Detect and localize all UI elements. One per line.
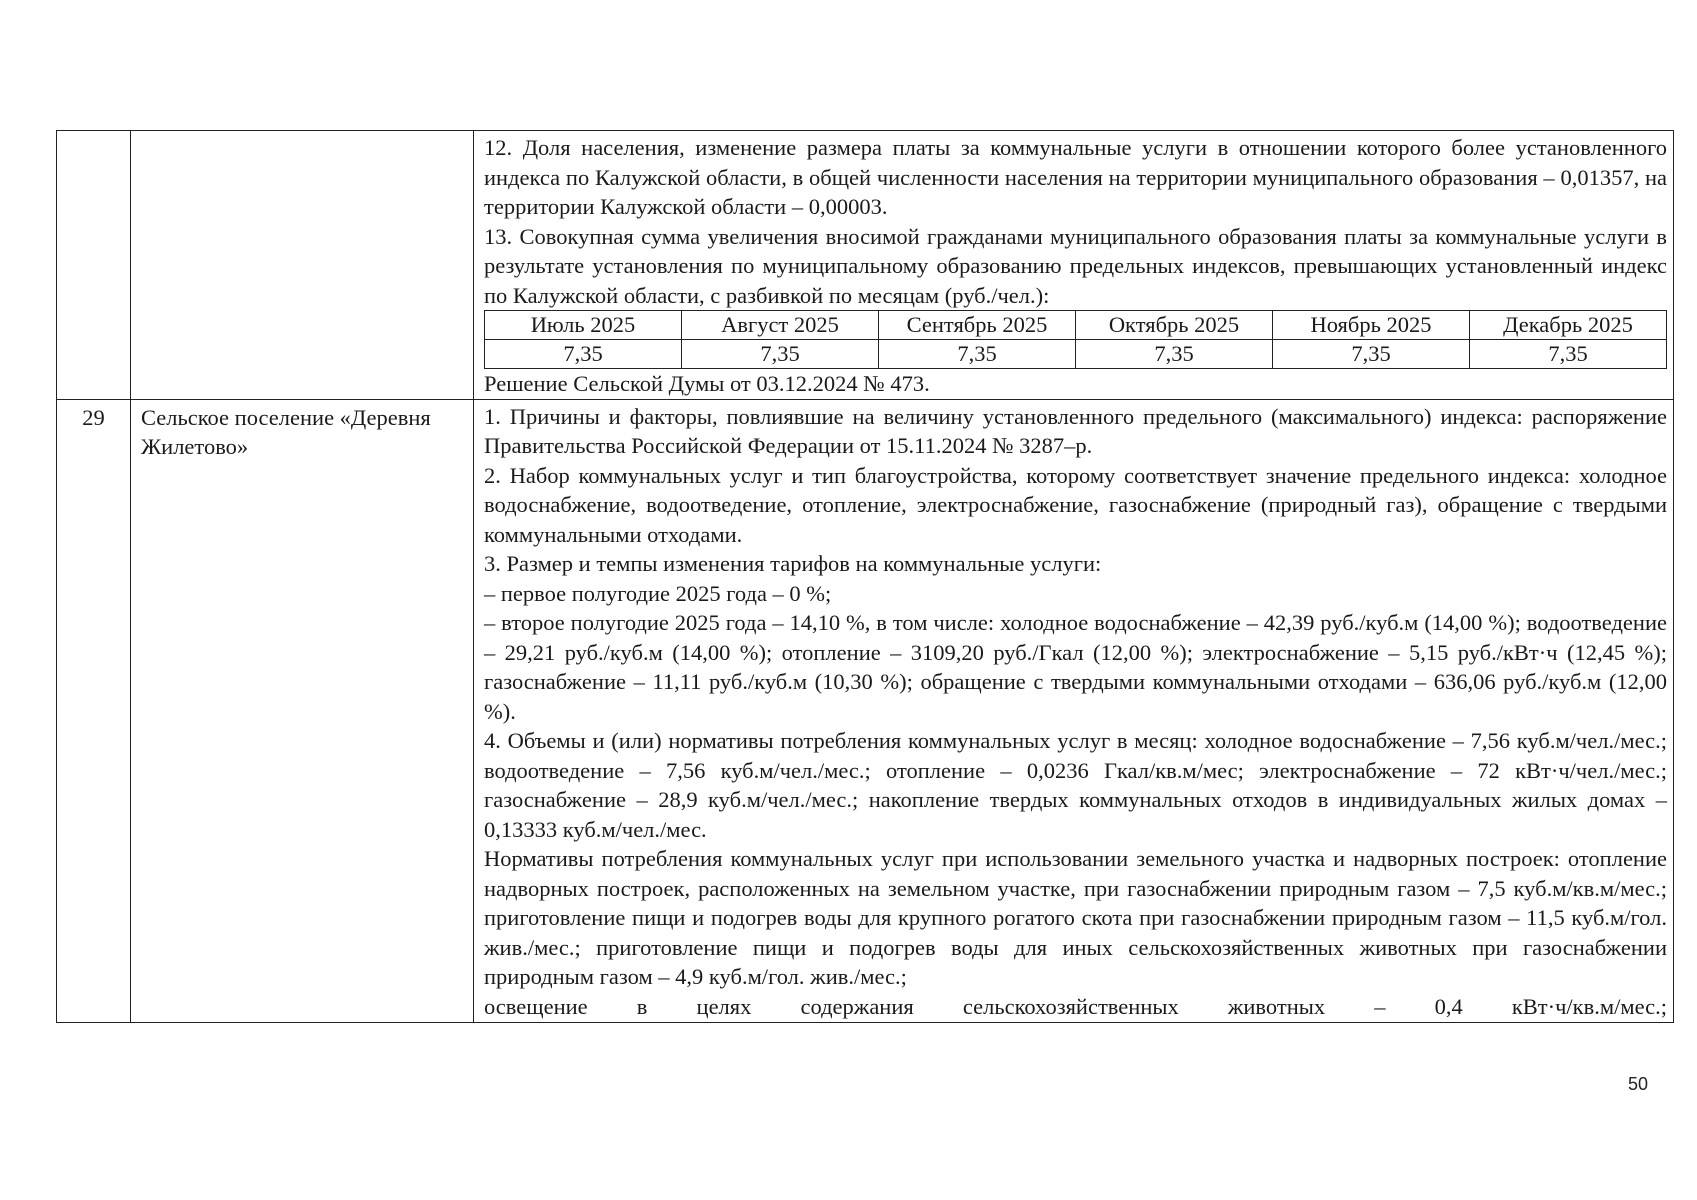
paragraph-5-tail: освещение в целях содержания сельскохозяйственных животных – 0,4 кВт·ч/кв.м/мес.; [484, 993, 1667, 1019]
row-name-cell [131, 399, 474, 1022]
table-row-29 [57, 399, 1674, 1022]
paragraph-4: 4. Объемы и (или) нормативы потребления коммунальных услуг в месяц: холодное водоснабжение – 7,56 куб.м/чел./мес.; водоотведение – 7,56 куб.м/чел./мес.; отопление – 0,0236 Гкал/кв.м/мес; электроснабжение – 72 кВт·ч/чел./мес.; газоснабжение – 28,9 куб.м/чел./мес.; накопление твердых коммунальных отходов в индивидуальных жилых домах – 0,13333 куб.м/чел./мес. [484, 728, 1667, 842]
main-table [56, 130, 1674, 1023]
page-number: 50 [1628, 1074, 1649, 1094]
month-value: 7,35 [879, 340, 1076, 369]
month-value: 7,35 [682, 340, 879, 369]
months-header-row [485, 311, 1667, 340]
row-number: 29 [82, 404, 105, 430]
settlement-name: Сельское поселение «Деревня Жилетово» [141, 404, 431, 459]
month-value: 7,35 [1273, 340, 1470, 369]
paragraph-13: 13. Совокупная сумма увеличения вносимой гражданами муниципального образования платы за коммунальные услуги в результате установления по муниципальному образованию предельных индексов, превышающих установленный индекс по Калужской области, с разбивкой по месяцам (руб./чел.): [484, 223, 1667, 308]
row-name-cell-empty [131, 131, 474, 400]
paragraph-3a: – первое полугодие 2025 года – 0 %; [484, 580, 832, 606]
paragraph-1: 1. Причины и факторы, повлиявшие на величину установленного предельного (максимального) индекса: распоряжение Правительства Российской Федерации от 15.11.2024 № 3287–р. [484, 403, 1667, 458]
paragraph-12: 12. Доля населения, изменение размера платы за коммунальные услуги в отношении которого более установленного индекса по Калужской области, в общей численности населения на территории муниципального образования – 0,01357, на территории Калужской области – 0,00003. [484, 135, 1667, 219]
months-values-row [485, 340, 1667, 369]
paragraph-2: 2. Набор коммунальных услуг и тип благоустройства, которому соответствует значение предельного индекса: холодное водоснабжение, водоотведение, отопление, электроснабжение, газоснабжение (природный газ), обращение с твердыми коммунальными отходами. [484, 462, 1667, 547]
row-number-cell-empty [57, 131, 131, 400]
month-value: 7,35 [1470, 340, 1667, 369]
month-value: 7,35 [1076, 340, 1273, 369]
paragraph-5-tail-wrap [484, 992, 1667, 1022]
month-header: Декабрь 2025 [1470, 311, 1667, 340]
row-content-cell [474, 131, 1674, 400]
month-header: Август 2025 [682, 311, 879, 340]
table-row-prev [57, 131, 1674, 400]
month-header: Ноябрь 2025 [1273, 311, 1470, 340]
paragraph-3: 3. Размер и темпы изменения тарифов на коммунальные услуги: [484, 551, 1102, 576]
month-header: Июль 2025 [485, 311, 682, 340]
row-content-cell [474, 399, 1674, 1022]
paragraph-5: Нормативы потребления коммунальных услуг при использовании земельного участка и надворных построек: отопление надворных построек, расположенных на земельном участке, при газоснабжении природным газом – 7,5 куб.м/кв.м/мес.; приготовление пищи и подогрев воды для крупного рогатого скота при газоснабжении природным газом – 11,5 куб.м/гол. жив./мес.; приготовление пищи и подогрев воды для иных сельскохозяйственных животных при газоснабжении природным газом – 4,9 куб.м/гол. жив./мес.; [484, 846, 1667, 989]
row-number-cell [57, 399, 131, 1022]
decision-text: Решение Сельской Думы от 03.12.2024 № 473. [484, 371, 930, 396]
paragraph-3b: – второе полугодие 2025 года – 14,10 %, в том числе: холодное водоснабжение – 42,39 руб./куб.м (14,00 %); водоотведение – 29,21 руб./куб.м (14,00 %); отопление – 3109,20 руб./Гкал (12,00 %); электроснабжение – 5,15 руб./кВт·ч (12,45 %); газоснабжение – 11,11 руб./куб.м (10,30 %); обращение с твердыми коммунальными отходами – 636,06 руб./куб.м (12,00 %). [484, 610, 1667, 724]
month-header: Сентябрь 2025 [879, 311, 1076, 340]
month-value: 7,35 [485, 340, 682, 369]
monthly-amounts-table [484, 310, 1667, 369]
month-header: Октябрь 2025 [1076, 311, 1273, 340]
